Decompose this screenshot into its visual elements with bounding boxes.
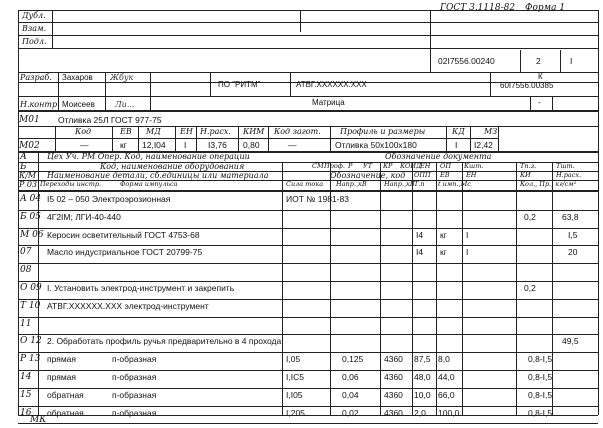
ch-km-ev: ЕВ	[440, 171, 450, 179]
rule	[516, 162, 517, 415]
row-rule	[18, 228, 598, 229]
row-c2: кг	[440, 229, 447, 240]
row-code: Б 05	[20, 211, 41, 222]
norm-signature: Ли...	[115, 100, 135, 109]
rule	[300, 10, 301, 32]
row-text: прямая	[47, 372, 77, 382]
rule	[498, 126, 499, 151]
rule	[552, 162, 553, 415]
rule	[18, 10, 598, 11]
row-rule	[18, 334, 598, 335]
m02-h-kim: КИМ	[243, 127, 265, 136]
row-rule	[18, 245, 598, 246]
row-v1: I,05	[286, 354, 301, 365]
vzam-label: Взам.	[22, 24, 47, 33]
m02-h-nrash: Н.расх.	[200, 127, 231, 136]
row-text: АТВГ.XXXXXX.XXX электрод-инструмент	[47, 300, 209, 311]
row-v3: 4360	[384, 389, 403, 400]
row-doc: ИОТ № 1981-83	[286, 194, 349, 204]
row-v2: 0,02	[342, 407, 359, 418]
rule	[52, 10, 53, 48]
rule	[430, 10, 431, 72]
row-c2: кг	[440, 247, 447, 258]
row-code: А 04	[20, 194, 42, 204]
part-name: Матрица	[312, 98, 345, 107]
podl-label: Подл.	[22, 37, 47, 46]
row-code: 16	[20, 407, 32, 418]
row-form: п-образная	[112, 389, 157, 400]
row-rule	[18, 299, 598, 300]
m02-kim: 0,80	[243, 140, 260, 150]
dubl-label: Дубл.	[22, 11, 46, 20]
row-v4: 2,0	[414, 407, 426, 418]
row-c4: 20	[568, 247, 578, 258]
rule	[18, 190, 598, 192]
row-code: 07	[20, 247, 32, 258]
row-v6: 0,8-I,5	[528, 372, 553, 382]
m02-h-mz: МЗ	[484, 127, 498, 136]
standard-label: ГОСТ 3.1118-82	[440, 3, 516, 13]
ch-km-nrash: Н.расх.	[556, 171, 582, 179]
row-text: прямая	[47, 354, 77, 365]
sheet-number: 2	[536, 56, 541, 66]
row-rule	[18, 263, 598, 264]
rule	[530, 96, 531, 110]
m02-h-en: ЕН	[180, 127, 193, 136]
m02-h-kodzag: Код загот.	[274, 127, 321, 136]
m02-mz: I2,42	[474, 140, 493, 150]
row-r1: 0,2	[524, 283, 536, 293]
row-code: О 09	[20, 283, 42, 293]
row-r1: 0,2	[524, 211, 536, 222]
m02-h-profile: Профиль и размеры	[340, 127, 426, 136]
rule	[282, 162, 283, 415]
ch-p-label: Р 03	[19, 180, 38, 189]
detail-code: 60I7556.00385	[500, 81, 554, 90]
row-v5: 8,0	[438, 354, 450, 365]
ch-km-label: К/М	[19, 171, 37, 180]
ch-b-tpz: Тп.з.	[520, 162, 537, 170]
rule	[290, 72, 291, 96]
rule	[138, 126, 139, 151]
ch-p-sub-2: Форма импульса	[120, 180, 178, 188]
row-form: п-образная	[112, 354, 157, 365]
rule	[18, 48, 598, 49]
row-v1: I,205	[286, 407, 305, 418]
row-v6: 0,8-I,5	[528, 407, 553, 418]
row-c3: I	[466, 229, 469, 240]
rule	[412, 162, 413, 415]
row-rule	[18, 388, 598, 389]
row-text: обратная	[47, 407, 84, 418]
ch-a-doc: Обозначение документа	[385, 152, 492, 161]
rule	[210, 72, 211, 96]
row-r2: 49,5	[562, 336, 579, 347]
ch-km-right: Обозначение, код	[330, 171, 406, 180]
rule	[446, 126, 447, 151]
row-code: Р 13	[20, 354, 41, 365]
row-rule	[18, 370, 598, 371]
rule	[18, 22, 598, 23]
ch-p-sub-7: t имп.,Мс	[438, 180, 471, 188]
m02-md: 12,I04	[142, 140, 166, 150]
row-v4: 87,5	[414, 354, 431, 365]
rule	[462, 162, 463, 415]
ch-p-sub-8: Кол., Пр., кг/см²	[520, 180, 577, 188]
rule	[268, 126, 269, 151]
row-v2: 0,04	[342, 389, 359, 400]
row-text: 2. Обработать профиль ручья предварительно в 4 прохода	[47, 336, 282, 347]
row-rule	[18, 423, 598, 424]
row-c3: I	[466, 247, 469, 258]
ch-b-ksht: Кшт.	[464, 162, 484, 170]
m02-nrash: I3,76	[208, 140, 227, 150]
ch-b-kr: КР	[383, 162, 393, 170]
m02-profile: Отливка 50х100х180	[335, 140, 417, 150]
rule	[238, 126, 239, 151]
m02-h-kod: Код	[75, 127, 92, 136]
ch-km-opp: ОПП	[414, 171, 431, 179]
rule	[196, 126, 197, 151]
row-v4: 48,0	[414, 372, 431, 382]
dev-name: Захаров	[62, 73, 93, 82]
rule	[18, 10, 19, 415]
row-v3: 4360	[384, 372, 403, 382]
m01-code: М01	[19, 115, 40, 125]
rule	[552, 96, 553, 110]
m02-kodzag: —	[288, 140, 297, 150]
row-rule	[18, 406, 598, 407]
rule	[436, 162, 437, 415]
row-text: I. Установить электрод-инструмент и закрепить	[47, 283, 235, 293]
m02-kod: —	[80, 140, 89, 150]
row-text: обратная	[47, 389, 84, 400]
row-v2: 0,06	[342, 372, 359, 382]
row-v5: 100,0	[438, 407, 460, 418]
row-v6: 0,8-I,5	[528, 389, 553, 400]
row-text: Керосин осветительный ГОСТ 4753-68	[47, 229, 200, 240]
ch-p-sub-3: Сила тока	[286, 180, 324, 188]
ch-b-tsht: Тшт.	[556, 162, 575, 170]
row-v6: 0,8-I,5	[528, 354, 553, 365]
dev-label: Разраб.	[20, 73, 52, 82]
rule	[55, 126, 56, 151]
row-code: 11	[20, 318, 32, 329]
row-v1: I,I05	[286, 389, 303, 400]
ch-b-en: ЕН	[420, 162, 431, 170]
row-code: Т 10	[20, 300, 41, 311]
row-code: О 12	[20, 336, 42, 347]
ch-b-text: Код, наименование оборудования	[100, 162, 245, 171]
row-r2: 63,8	[562, 211, 579, 222]
row-c1: I4	[416, 229, 424, 240]
rule	[380, 162, 381, 415]
row-form: п-образная	[112, 372, 157, 382]
rule	[560, 50, 561, 72]
m02-h-ev: ЕВ	[120, 127, 132, 136]
row-v3: 4360	[384, 407, 403, 418]
k-label: К	[538, 72, 543, 81]
footer-label: МК	[30, 415, 47, 425]
row-c1: I4	[416, 247, 424, 258]
m02-en: I	[184, 140, 187, 150]
ch-b-koid: КОИД	[400, 162, 422, 170]
doc-code: 02I7556.00240	[438, 56, 495, 66]
rule	[598, 10, 599, 415]
row-code: 14	[20, 372, 32, 382]
row-text: 4Г2ІМ; ЛГИ-40-440	[47, 211, 121, 222]
rule	[490, 72, 491, 96]
row-code: 15	[20, 389, 32, 400]
ch-a-text: Цех Уч. РМ Опер. Код, наименование операции	[47, 152, 250, 161]
row-v4: 10,0	[414, 389, 431, 400]
ch-b-op: ОП	[440, 162, 451, 170]
ch-p-sub-6: Т.п	[414, 180, 425, 188]
m02-kd: I	[455, 140, 458, 150]
row-v2: 0,125	[342, 354, 364, 365]
ch-b-ut: УТ	[363, 162, 373, 170]
row-text: I5 02 – 050 Электроэрозионная	[47, 194, 171, 204]
row-rule	[18, 317, 598, 318]
row-c4: I,5	[568, 229, 578, 240]
ch-a-label: А	[20, 152, 27, 162]
row-v5: 66,0	[438, 389, 455, 400]
ch-km-text: Наименование детали, сб.единицы или материала	[47, 171, 269, 180]
row-code: М 06	[20, 229, 44, 240]
row-rule	[18, 352, 598, 353]
ch-b-prof: Проф.	[324, 162, 345, 170]
row-code: 08	[20, 265, 32, 276]
ch-km-ki: КИ	[520, 171, 531, 179]
m02-ev: кг	[120, 140, 127, 150]
rule	[18, 138, 498, 139]
ch-p-sub-1: Переходы инстр.	[40, 180, 102, 188]
rule	[18, 415, 598, 416]
ch-b-r: Р	[348, 162, 353, 170]
m02-code: М02	[19, 141, 40, 151]
m02-h-md: МД	[146, 127, 161, 136]
rule	[58, 72, 59, 110]
ch-p-sub-4: Напр.,кВ	[336, 180, 367, 188]
dash: -	[538, 98, 541, 107]
form-label: Форма 1	[525, 3, 566, 13]
part-id: АТВГ.XXXXXX.XXX	[296, 80, 367, 89]
rule	[175, 126, 176, 151]
row-text: Масло индустриальное ГОСТ 20799-75	[47, 247, 203, 258]
rule	[112, 126, 113, 151]
ch-km-en: ЕН	[466, 171, 477, 179]
row-v5: 44,0	[438, 372, 455, 382]
rule	[330, 126, 331, 151]
sheets-count: I	[570, 56, 573, 66]
row-v1: I,IC5	[286, 372, 304, 382]
rule	[150, 72, 151, 110]
dev-signature: Жбук	[110, 73, 134, 82]
norm-label: Н.контр	[20, 100, 58, 109]
m02-h-kd: КД	[452, 127, 465, 136]
rule	[18, 35, 598, 36]
rule	[105, 72, 106, 110]
ch-p-sub-5: Напр.,кВ	[384, 180, 415, 188]
row-rule	[18, 281, 598, 282]
org-name: ПО "РИТМ"	[218, 80, 261, 89]
m01-material: Отливка 25Л ГОСТ 977-75	[58, 115, 162, 125]
row-form: п-образная	[112, 407, 157, 418]
ch-b-label: Б	[20, 162, 27, 172]
ch-b-sm: СМ	[312, 162, 324, 170]
rule	[470, 126, 471, 151]
norm-name: Моисеев	[62, 100, 95, 109]
rule	[18, 110, 598, 112]
row-rule	[18, 210, 598, 211]
rule	[520, 50, 521, 72]
row-v3: 4360	[384, 354, 403, 365]
